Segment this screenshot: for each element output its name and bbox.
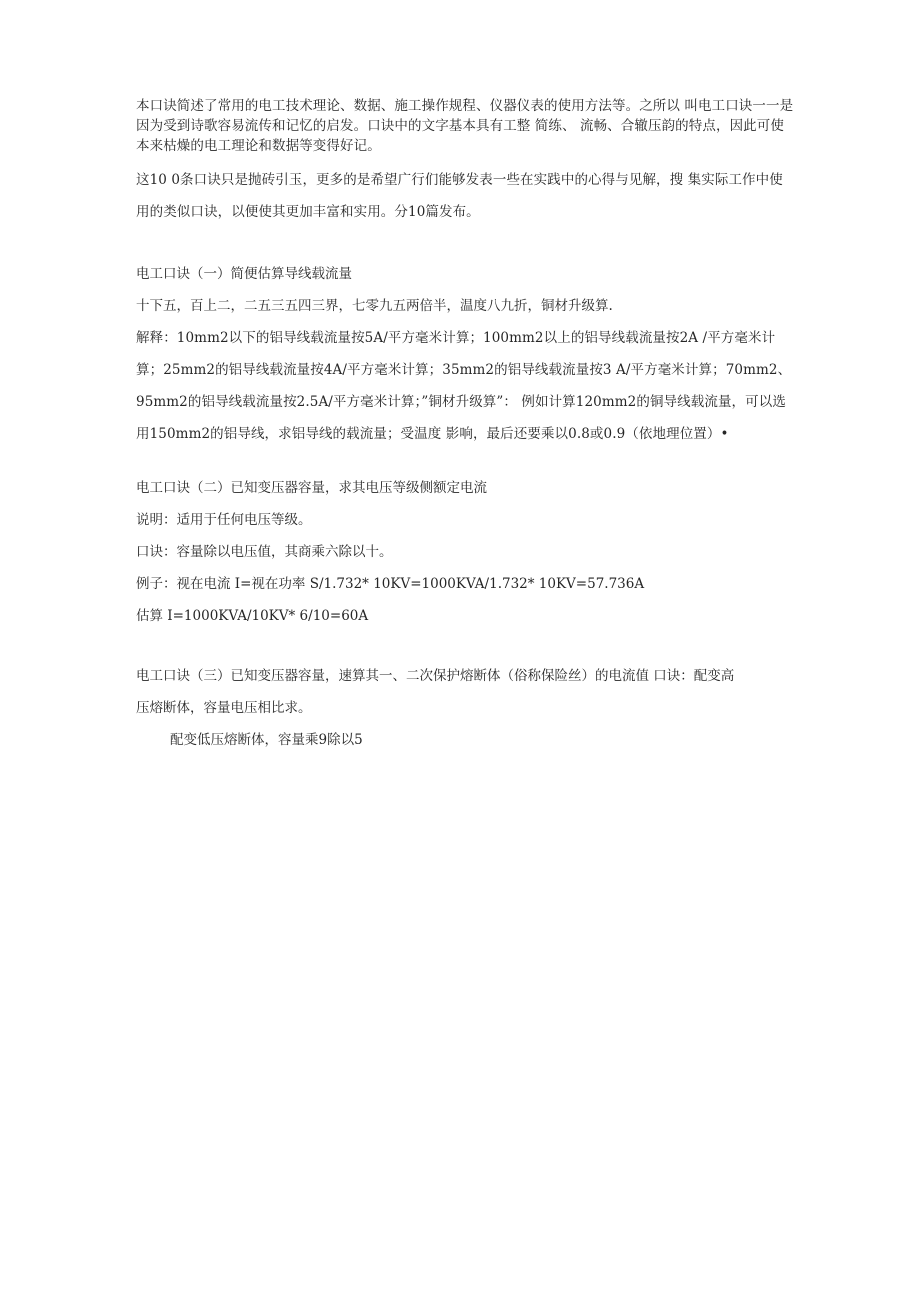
- section-1-title: 电工口诀（一）简便估算导线载流量: [136, 266, 352, 282]
- intro-paragraph-1: 本口诀简述了常用的电工技术理论、数据、施工操作规程、仪器仪表的使用方法等。之所以 叫电工口诀一一是因为受到诗歌容易流传和记忆的启发。口诀中的文字基本具有工整 简练、 流畅、合辙压韵的特点，因此可使本来枯燥的电工理论和数据等变得好记。: [136, 98, 794, 154]
- section-3: [136, 660, 796, 756]
- section-3-rhyme: 配变低压熔断体，容量乘9除以5: [170, 732, 363, 748]
- section-2-title: 电工口诀（二）已知变压器容量，求其电压等级侧额定电流: [136, 480, 487, 496]
- section-2-note: 说明：适用于任何电压等级。: [136, 512, 312, 528]
- section-3-title-line-2: 压熔断体，容量电压相比求。: [136, 700, 312, 716]
- section-2-rhyme: 口诀：容量除以电压值，其商乘六除以十。: [136, 544, 393, 560]
- section-2: [136, 472, 796, 632]
- intro-paragraph-2: 这10 0条口诀只是抛砖引玉，更多的是希望广行们能够发表一些在实践中的心得与见解，搜 集实际工作中使用的类似口诀，以便使其更加丰富和实用。分10篇发布。: [136, 172, 783, 220]
- section-1-explanation: 解释：10mm2以下的铝导线载流量按5A/平方毫米计算；100mm2以上的铝导线载流量按2A /平方毫米计算；25mm2的铝导线载流量按4A/平方毫米计算；35mm2的铝导线载流量按3 A/平方毫米计算；70mm2、95mm2的铝导线载流量按2.5A/平方毫米计算；”铜材升级算”： 例如计算120mm2的铜导线载流量，可以选用150mm2的铝导线，求铝导线的载流量；受温度 影响，最后还要乘以0.8或0.9（依地理位置）•: [136, 330, 792, 442]
- section-2-example: 例子：视在电流 I=视在功率 S/1.732* 10KV=1000KVA/1.732* 10KV=57.736A: [136, 576, 645, 592]
- section-1: [136, 258, 796, 450]
- section-1-rhyme: 十下五，百上二，二五三五四三界，七零九五两倍半，温度八九折，铜材升级算.: [136, 298, 613, 314]
- section-2-estimate: 估算 I=1000KVA/10KV* 6/10=60A: [136, 608, 369, 624]
- document-body: [136, 96, 796, 756]
- section-3-title-line-1: 电工口诀（三）已知变压器容量，速算其一、二次保护熔断体（俗称保险丝）的电流值 口诀：配变高: [136, 668, 735, 684]
